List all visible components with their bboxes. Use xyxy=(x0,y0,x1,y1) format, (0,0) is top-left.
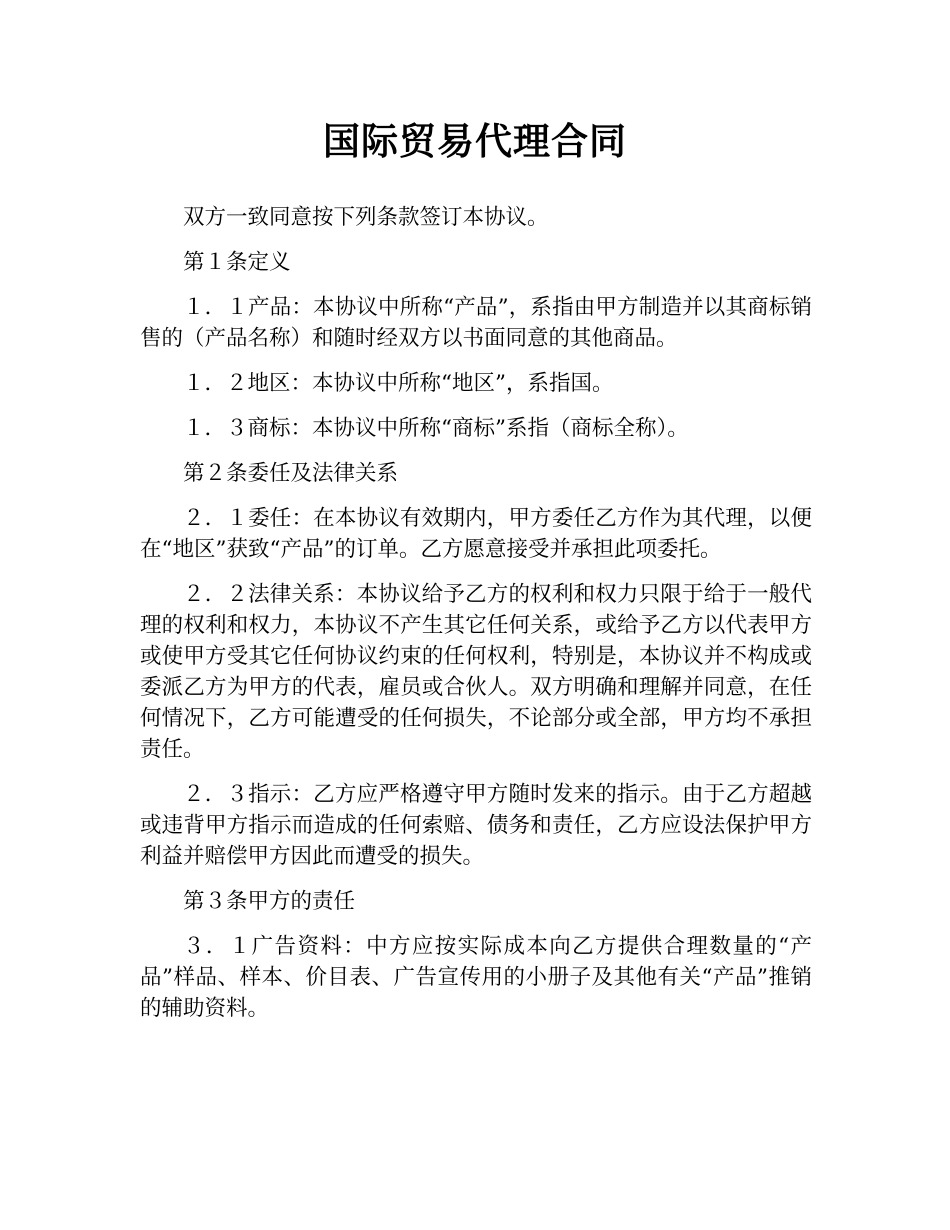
clause-1-3: １．３商标：本协议中所称“商标”系指（商标全称）。 xyxy=(183,416,689,441)
clause-1-1: １．１产品：本协议中所称“产品”，系指由甲方制造并以其商标销售的（产品名称）和随时经双方以书面同意的其他商品。 xyxy=(140,295,812,351)
clause-1-2: １．２地区：本协议中所称“地区”，系指国。 xyxy=(183,371,614,396)
clause-2-1: ２．１委任：在本协议有效期内，甲方委任乙方作为其代理，以便在“地区”获致“产品”的订单。乙方愿意接受并承担此项委托。 xyxy=(140,506,812,562)
clause-2-2: ２．２法律关系：本协议给予乙方的权利和权力只限于给于一般代理的权利和权力，本协议不产生其它任何关系，或给予乙方以代表甲方或使甲方受其它任何协议约束的任何权利，特别是，本协议并不构成或委派乙方为甲方的代表，雇员或合伙人。双方明确和理解并同意，在任何情况下，乙方可能遭受的任何损失，不论部分或全部，甲方均不承担责任。 xyxy=(140,582,812,762)
article-2-heading: 第２条委任及法律关系 xyxy=(183,461,399,486)
clause-3-1: ３．１广告资料：中方应按实际成本向乙方提供合理数量的“产品”样品、样本、价目表、广告宣传用的小册子及其他有关“产品”推销的辅助资料。 xyxy=(140,934,812,1021)
clause-2-3: ２．３指示：乙方应严格遵守甲方随时发来的指示。由于乙方超越或违背甲方指示而造成的任何索赔、债务和责任，乙方应设法保护甲方利益并赔偿甲方因此而遭受的损失。 xyxy=(140,782,812,869)
intro-paragraph: 双方一致同意按下列条款签订本协议。 xyxy=(183,205,549,230)
document-body xyxy=(140,202,812,1038)
document-title: 国际贸易代理合同 xyxy=(323,120,627,163)
article-1-heading: 第１条定义 xyxy=(183,250,291,275)
article-3-heading: 第３条甲方的责任 xyxy=(183,889,356,914)
